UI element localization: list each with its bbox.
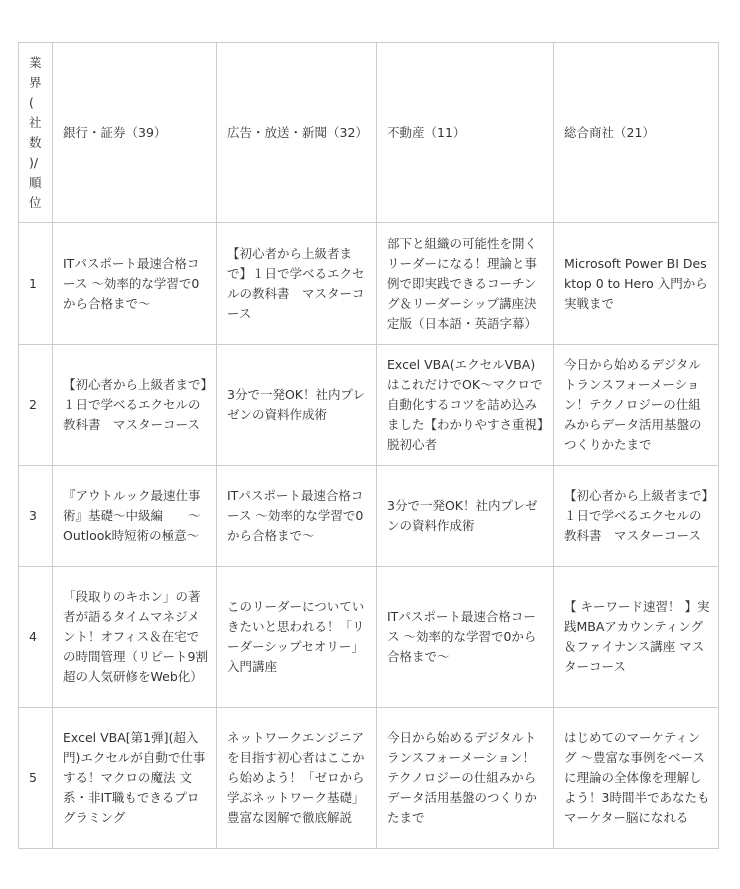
- course-cell: ITパスポート最速合格コース 〜効率的な学習で0から合格まで〜: [217, 466, 377, 567]
- rank-cell: 1: [19, 223, 53, 345]
- table-row: [19, 223, 719, 345]
- course-cell: はじめてのマーケティング 〜豊富な事例をベースに理論の全体像を理解しよう！3時間半であなたもマーケター脳になれる: [554, 708, 719, 849]
- rank-cell: 3: [19, 466, 53, 567]
- table-row: [19, 466, 719, 567]
- course-cell: Excel VBA(エクセルVBA)はこれだけでOK〜マクロで自動化するコツを詰め込みました【わかりやすさ重視】脱初心者: [377, 345, 554, 466]
- industry-header-real-estate: 不動産（11）: [377, 43, 554, 223]
- course-cell: 【 キーワード速習！ 】実践MBAアカウンティング＆ファイナンス講座 マスターコース: [554, 567, 719, 708]
- rank-cell: 5: [19, 708, 53, 849]
- industry-header-trading: 総合商社（21）: [554, 43, 719, 223]
- course-cell: このリーダーについていきたいと思われる！「リーダーシップセオリー」入門講座: [217, 567, 377, 708]
- course-cell: 今日から始めるデジタルトランスフォーメーション！テクノロジーの仕組みからデータ活用基盤のつくりかたまで: [377, 708, 554, 849]
- header-row: [19, 43, 719, 223]
- table-row: [19, 345, 719, 466]
- course-cell: Microsoft Power BI Desktop 0 to Hero 入門から実戦まで: [554, 223, 719, 345]
- industry-header-banking: 銀行・証券（39）: [53, 43, 217, 223]
- course-cell: 【初心者から上級者まで】１日で学べるエクセルの教科書 マスターコース: [217, 223, 377, 345]
- course-cell: 『アウトルック最速仕事術』基礎〜中級編 〜Outlook時短術の極意〜: [53, 466, 217, 567]
- industry-header-media: 広告・放送・新聞（32）: [217, 43, 377, 223]
- course-cell: 【初心者から上級者まで】１日で学べるエクセルの教科書 マスターコース: [554, 466, 719, 567]
- ranking-table: [18, 42, 719, 849]
- corner-header: 業界(社数)/順位: [19, 43, 53, 223]
- rank-cell: 4: [19, 567, 53, 708]
- course-cell: ITパスポート最速合格コース 〜効率的な学習で0から合格まで〜: [377, 567, 554, 708]
- rank-cell: 2: [19, 345, 53, 466]
- course-cell: 3分で一発OK！社内プレゼンの資料作成術: [377, 466, 554, 567]
- course-cell: 「段取りのキホン」の著者が語るタイムマネジメント！オフィス＆在宅での時間管理（リピート9割超の人気研修をWeb化）: [53, 567, 217, 708]
- course-cell: 部下と組織の可能性を開くリーダーになる！理論と事例で即実践できるコーチング＆リーダーシップ講座決定版（日本語・英語字幕）: [377, 223, 554, 345]
- table-row: [19, 567, 719, 708]
- course-cell: 3分で一発OK！社内プレゼンの資料作成術: [217, 345, 377, 466]
- course-cell: 今日から始めるデジタルトランスフォーメーション！テクノロジーの仕組みからデータ活用基盤のつくりかたまで: [554, 345, 719, 466]
- table-row: [19, 708, 719, 849]
- course-cell: ITパスポート最速合格コース 〜効率的な学習で0から合格まで〜: [53, 223, 217, 345]
- course-cell: Excel VBA[第1弾](超入門)エクセルが自動で仕事する！マクロの魔法 文系・非IT職もできるプログラミング: [53, 708, 217, 849]
- course-cell: 【初心者から上級者まで】１日で学べるエクセルの教科書 マスターコース: [53, 345, 217, 466]
- course-cell: ネットワークエンジニアを目指す初心者はここから始めよう！「ゼロから学ぶネットワーク基礎」豊富な図解で徹底解説: [217, 708, 377, 849]
